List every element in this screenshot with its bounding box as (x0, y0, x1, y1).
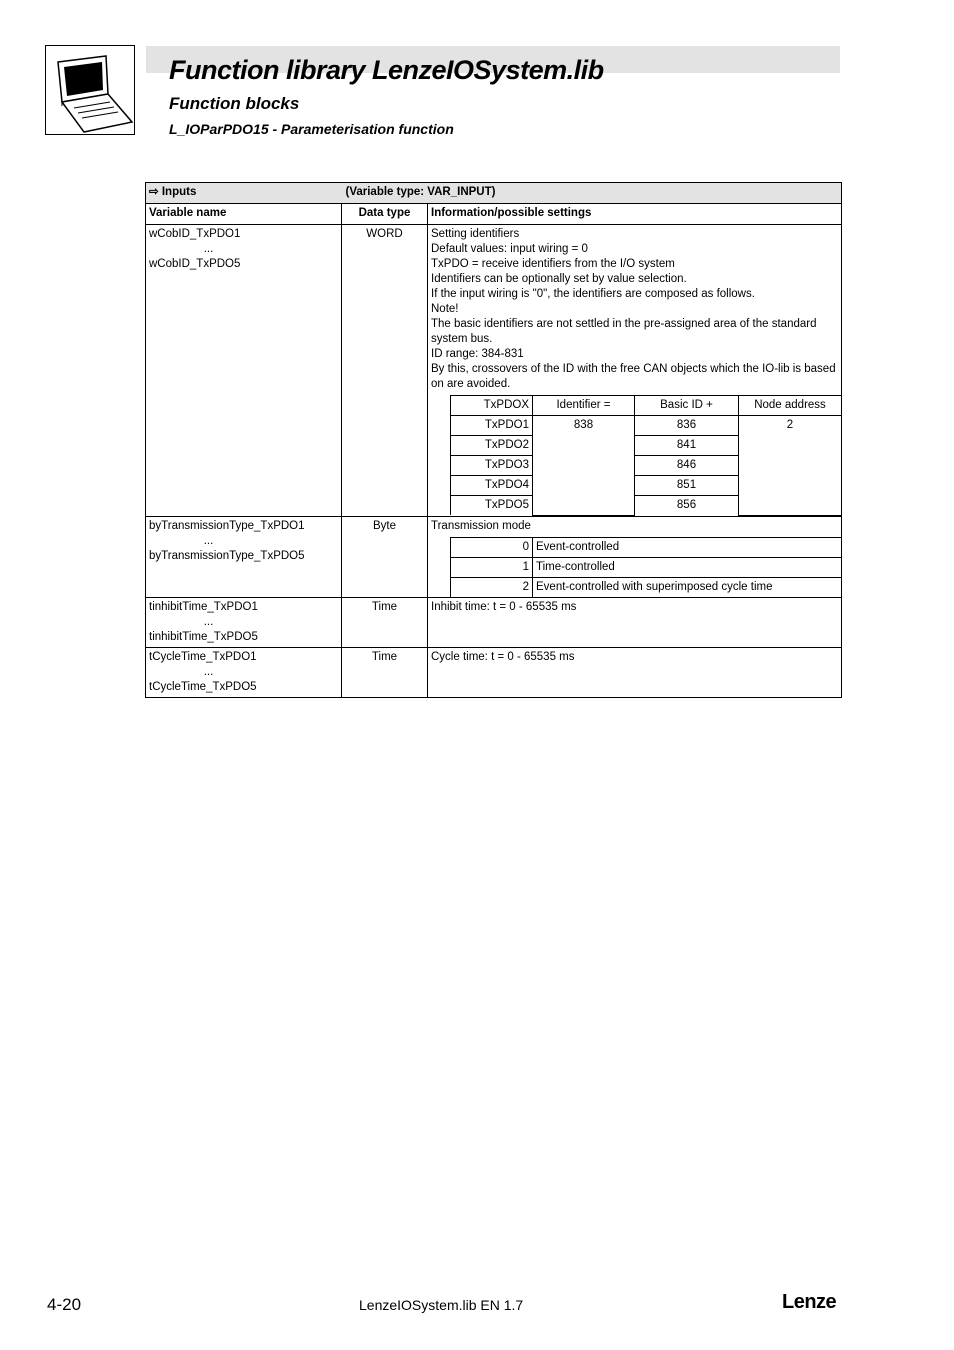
info-line: Note! (431, 303, 459, 315)
id-pdo: TxPDO4 (451, 476, 533, 496)
variable-name-first: tinhibitTime_TxPDO1 (149, 600, 258, 613)
data-type-cell: Time (342, 597, 428, 647)
id-pdo: TxPDO3 (451, 456, 533, 476)
id-col-node-address: Node address (739, 396, 842, 416)
id-col-basic-id: Basic ID + (635, 396, 739, 416)
ellipsis: ... (203, 615, 214, 628)
data-type-cell: WORD (342, 225, 428, 517)
variable-name-cell (146, 516, 342, 597)
column-header-row (146, 204, 842, 225)
section-title: L_IOParPDO15 - Parameterisation function (169, 121, 454, 137)
variable-name-cell (146, 597, 342, 647)
info-line: ID range: 384-831 (431, 348, 524, 360)
identifier-table-header (451, 396, 842, 416)
info-line: If the input wiring is "0", the identifiers are composed as follows. (431, 288, 755, 300)
col-information: Information/possible settings (428, 204, 842, 225)
transmission-mode-table (450, 537, 841, 597)
table-row (146, 225, 842, 517)
info-line: Setting identifiers (431, 228, 520, 240)
col-data-type: Data type (342, 204, 428, 225)
document-id: LenzeIOSystem.lib EN 1.7 (359, 1297, 524, 1313)
laptop-icon (46, 46, 134, 134)
id-identifier: 838 (533, 416, 635, 516)
variable-name-last: wCobID_TxPDO5 (149, 258, 241, 270)
variable-name-first: byTransmissionType_TxPDO1 (149, 519, 305, 532)
table-row (146, 516, 842, 597)
data-type-cell: Time (342, 647, 428, 697)
identifier-table (450, 395, 841, 516)
id-node-address: 2 (739, 416, 842, 516)
laptop-icon-box (45, 45, 135, 135)
info-line: Default values: input wiring = 0 (431, 243, 588, 255)
variable-type-label: (Variable type: VAR_INPUT) (345, 186, 496, 198)
information-cell: Inhibit time: t = 0 - 65535 ms (428, 597, 842, 647)
id-basic: 846 (635, 456, 739, 476)
mode-value: 1 (451, 557, 533, 577)
variable-name-last: tCycleTime_TxPDO5 (149, 680, 257, 693)
ellipsis: ... (203, 534, 214, 547)
info-line: The basic identifiers are not settled in the pre-assigned area of the standard system bus. (431, 318, 817, 345)
page-title: Function library LenzeIOSystem.lib (169, 55, 604, 85)
table-row (146, 647, 842, 697)
mode-row (451, 577, 842, 597)
inputs-table (145, 182, 842, 698)
id-pdo: TxPDO1 (451, 416, 533, 436)
variable-name-last: byTransmissionType_TxPDO5 (149, 549, 305, 562)
info-line: TxPDO = receive identifiers from the I/O system (431, 258, 675, 270)
ellipsis: ... (203, 243, 214, 255)
info-line: By this, crossovers of the ID with the free CAN objects which the IO-lib is based on are avoided. (431, 363, 836, 390)
table-row (146, 597, 842, 647)
mode-row (451, 557, 842, 577)
identifier-row (451, 416, 842, 436)
arrow-right-icon: ⇨ (149, 186, 159, 198)
page-subtitle: Function blocks (169, 94, 300, 113)
id-col-identifier: Identifier = (533, 396, 635, 416)
variable-name-first: tCycleTime_TxPDO1 (149, 650, 257, 663)
table-header-row (146, 183, 842, 204)
mode-label: Event-controlled with superimposed cycle time (533, 577, 842, 597)
col-variable-name: Variable name (146, 204, 342, 225)
data-type-cell: Byte (342, 516, 428, 597)
id-basic: 836 (635, 416, 739, 436)
mode-row (451, 537, 842, 557)
inputs-label: Inputs (161, 186, 197, 198)
id-pdo: TxPDO5 (451, 496, 533, 516)
variable-name-last: tinhibitTime_TxPDO5 (149, 630, 258, 643)
info-line: Identifiers can be optionally set by value selection. (431, 273, 687, 285)
id-pdo: TxPDO2 (451, 436, 533, 456)
mode-label: Event-controlled (533, 537, 842, 557)
variable-name-first: wCobID_TxPDO1 (149, 228, 241, 240)
page-number: 4-20 (47, 1295, 82, 1314)
lenze-logo: Lenze (782, 1291, 837, 1313)
mode-label: Time-controlled (533, 557, 842, 577)
information-cell (428, 225, 842, 517)
variable-name-cell (146, 647, 342, 697)
information-cell: Cycle time: t = 0 - 65535 ms (428, 647, 842, 697)
information-text (428, 227, 841, 395)
id-basic: 841 (635, 436, 739, 456)
id-col-pdo: TxPDOX (451, 396, 533, 416)
ellipsis: ... (203, 665, 214, 678)
id-basic: 856 (635, 496, 739, 516)
information-text: Transmission mode (431, 519, 531, 532)
mode-value: 2 (451, 577, 533, 597)
mode-value: 0 (451, 537, 533, 557)
id-basic: 851 (635, 476, 739, 496)
information-cell (428, 516, 842, 597)
variable-name-cell (146, 225, 342, 517)
